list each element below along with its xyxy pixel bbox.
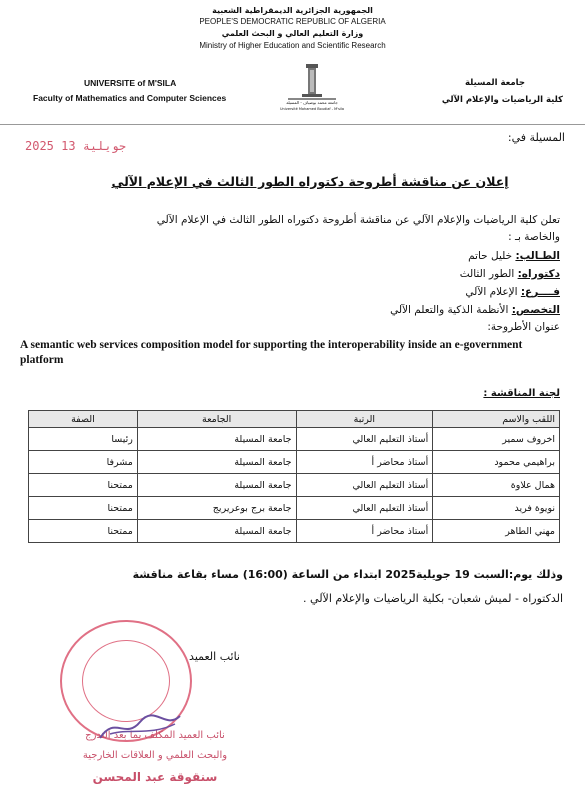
- member-role: ممتحنا: [29, 520, 138, 543]
- col-header-university: الجامعة: [137, 411, 296, 428]
- branch-row: [310, 286, 560, 298]
- table-header-row: [29, 411, 560, 428]
- member-rank: أستاذ التعليم العالي: [296, 428, 433, 451]
- university-ar: جامعة المسيلة: [464, 78, 525, 88]
- col-header-rank: الرتبة: [296, 411, 433, 428]
- table-row: [29, 428, 560, 451]
- member-university: جامعة المسيلة: [137, 428, 296, 451]
- ministry-ar: وزارة التعليم العالي و البحث العلمي: [221, 29, 364, 38]
- university-logo: [282, 62, 342, 114]
- member-name: براهيمي محمود: [433, 451, 560, 474]
- thesis-title: A semantic web services composition model for supporting the interoperability inside an e-government platform: [20, 339, 523, 366]
- member-university: جامعة المسيلة: [137, 474, 296, 497]
- member-university: جامعة برج بوعريريج: [137, 497, 296, 520]
- doctorate-label: دكتوراه:: [517, 268, 560, 280]
- signatory-name: سنقوقة عبد المحسن: [92, 770, 218, 784]
- committee-label: لجنة المناقشة :: [483, 388, 560, 399]
- schedule-line-2: الدكتوراه - لميش شعبان- بكلية الرياضيات والإعلام الآلي .: [303, 592, 563, 605]
- specialty-label: التخصص:: [511, 304, 560, 316]
- republic-en: PEOPLE'S DEMOCRATIC REPUBLIC OF ALGERIA: [199, 17, 386, 26]
- specialty-value: الأنظمة الذكية والتعلم الآلي: [390, 304, 509, 316]
- committee-table: [28, 410, 560, 543]
- table-row: [29, 451, 560, 474]
- signature-line-2: والبحث العلمي و العلاقات الخارجية: [82, 750, 228, 761]
- specialty-row: [260, 304, 560, 316]
- table-row: [29, 520, 560, 543]
- table-row: [29, 497, 560, 520]
- announcement-title: إعلان عن مناقشة أطروحة دكتوراه الطور الثالث في الإعلام الآلي: [111, 174, 509, 189]
- member-role: مشرفا: [29, 451, 138, 474]
- member-rank: أستاذ محاضر أ: [296, 520, 433, 543]
- logo-caption: جامعة محمد بوضياف - المسيلة: [286, 100, 338, 105]
- member-rank: أستاذ التعليم العالي: [296, 497, 433, 520]
- dean-label: نائب العميد: [189, 650, 240, 663]
- intro-text: تعلن كلية الرياضيات والإعلام الآلي عن مناقشة أطروحة دكتوراه الطور الثالث في الإعلام الآلي: [156, 214, 560, 226]
- student-name: خليل حاتم: [468, 250, 513, 262]
- doctorate-value: الطور الثالث: [459, 268, 515, 280]
- date-stamp: 2025 جويلية 13: [25, 139, 127, 153]
- signature-line-1: نائب العميد المكلف بما بعد التدرج: [85, 730, 225, 741]
- member-name: همال علاوة: [433, 474, 560, 497]
- ministry-en: Ministry of Higher Education and Scientific Research: [199, 41, 386, 50]
- member-role: ممتحنا: [29, 474, 138, 497]
- member-role: ممتحنا: [29, 497, 138, 520]
- member-name: اخروف سمير: [433, 428, 560, 451]
- member-name: نويوة فريد: [433, 497, 560, 520]
- student-label: الطـالب:: [515, 250, 560, 262]
- republic-ar: الجمهورية الجزائرية الديمقراطية الشعبية: [212, 6, 373, 15]
- header-divider: [0, 124, 585, 125]
- table-row: [29, 474, 560, 497]
- thesis-label: عنوان الأطروحة:: [487, 321, 560, 333]
- member-role: رئيسا: [29, 428, 138, 451]
- student-row: [310, 250, 560, 262]
- faculty-ar: كلية الرياضيات والإعلام الآلي: [441, 95, 563, 105]
- date-label: المسيلة في:: [507, 131, 565, 144]
- col-header-name: اللقب والاسم: [433, 411, 560, 428]
- member-university: جامعة المسيلة: [137, 520, 296, 543]
- handwritten-signature: [95, 710, 185, 748]
- logo-caption-en: Université Mohamed Boudiaf - M'sila: [280, 107, 344, 111]
- intro-cont: والخاصة بـ :: [508, 231, 560, 243]
- doctorate-row: [310, 268, 560, 280]
- university-en: UNIVERSITE of M'SILA: [84, 78, 177, 88]
- schedule-line-1: وذلك يوم:السبت 19 جويلية2025 ابتداء من الساعة (16:00) مساء بقاعة مناقشة: [132, 568, 563, 581]
- member-name: مهني الطاهر: [433, 520, 560, 543]
- col-header-role: الصفة: [29, 411, 138, 428]
- branch-value: الإعلام الآلي: [465, 286, 518, 298]
- member-rank: أستاذ التعليم العالي: [296, 474, 433, 497]
- member-university: جامعة المسيلة: [137, 451, 296, 474]
- member-rank: أستاذ محاضر أ: [296, 451, 433, 474]
- faculty-en: Faculty of Mathematics and Computer Sciences: [33, 93, 227, 103]
- branch-label: فــــرع:: [520, 286, 560, 298]
